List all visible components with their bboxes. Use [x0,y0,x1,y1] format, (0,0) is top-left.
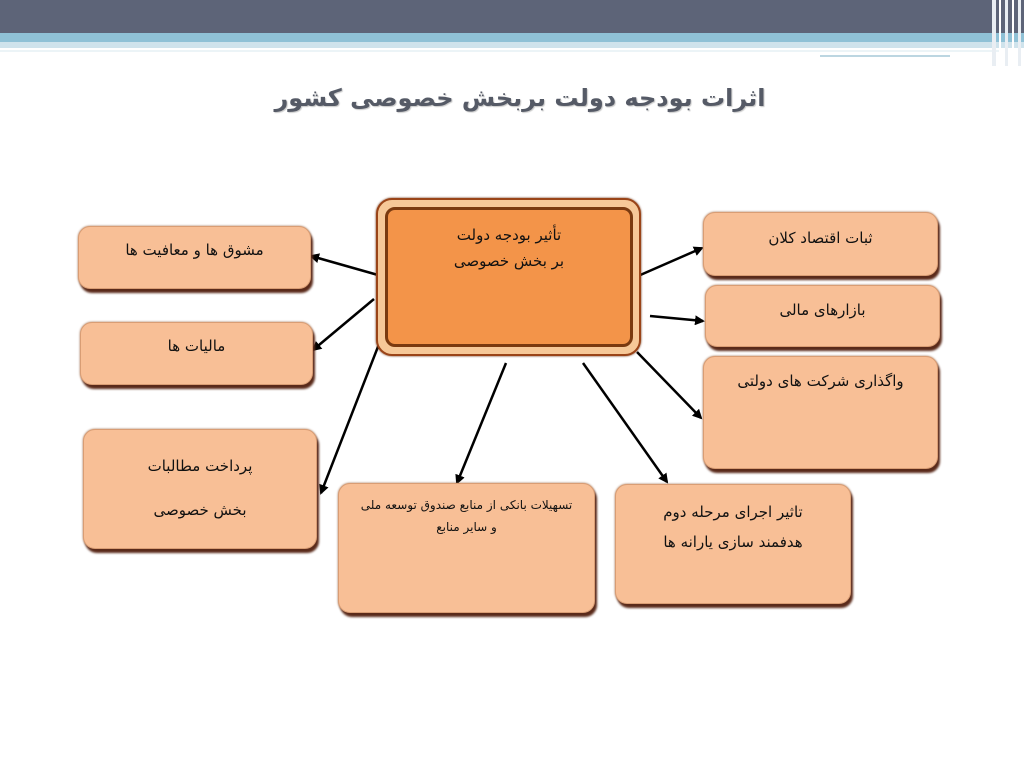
box-subsidy-line2: هدفمند سازی یارانه ها [663,533,803,551]
box-claims-line2: بخش خصوصی [153,501,247,519]
box-state-privatization [703,356,938,469]
box-financial-markets-label: بازارهای مالی [779,301,866,319]
arrow-to-subsidy [583,363,667,482]
center-node-line1: تأثیر بودجه دولت [456,226,562,244]
arrow-to-financial-markets [650,316,703,321]
box-claims [83,429,317,549]
arrow-to-bank-facilities [457,363,506,483]
box-claims-line1: پرداخت مطالبات [147,457,253,475]
center-node-line2: بر بخش خصوصی [453,252,565,270]
box-incentives-label: مشوق ها و معافیت ها [125,241,264,259]
box-bank-facilities-label: تسهیلات بانکی از منابع صندوق توسعه ملی و سایر منابع [360,498,573,534]
box-bank-facilities [338,483,595,613]
arrow-to-taxes [313,299,374,350]
arrow-to-privatization [637,352,701,418]
box-taxes-label: مالیات ها [167,337,226,355]
box-incentives [78,226,311,289]
box-macro-stability [703,212,938,276]
center-node [385,207,633,347]
arrow-to-macro-stability [638,248,702,276]
box-financial-markets [705,285,940,347]
page-title: اثرات بودجه دولت بربخش خصوصی کشور [274,84,766,112]
box-taxes [80,322,313,385]
arrow-to-incentives [311,256,378,275]
box-macro-stability-label: ثبات اقتصاد کلان [768,229,873,247]
box-subsidy [615,484,851,604]
box-state-privatization-label: واگذاری شرکت های دولتی [737,372,904,390]
box-subsidy-line1: تاثیر اجرای مرحله دوم [663,503,803,521]
arrow-to-claims [321,339,381,493]
